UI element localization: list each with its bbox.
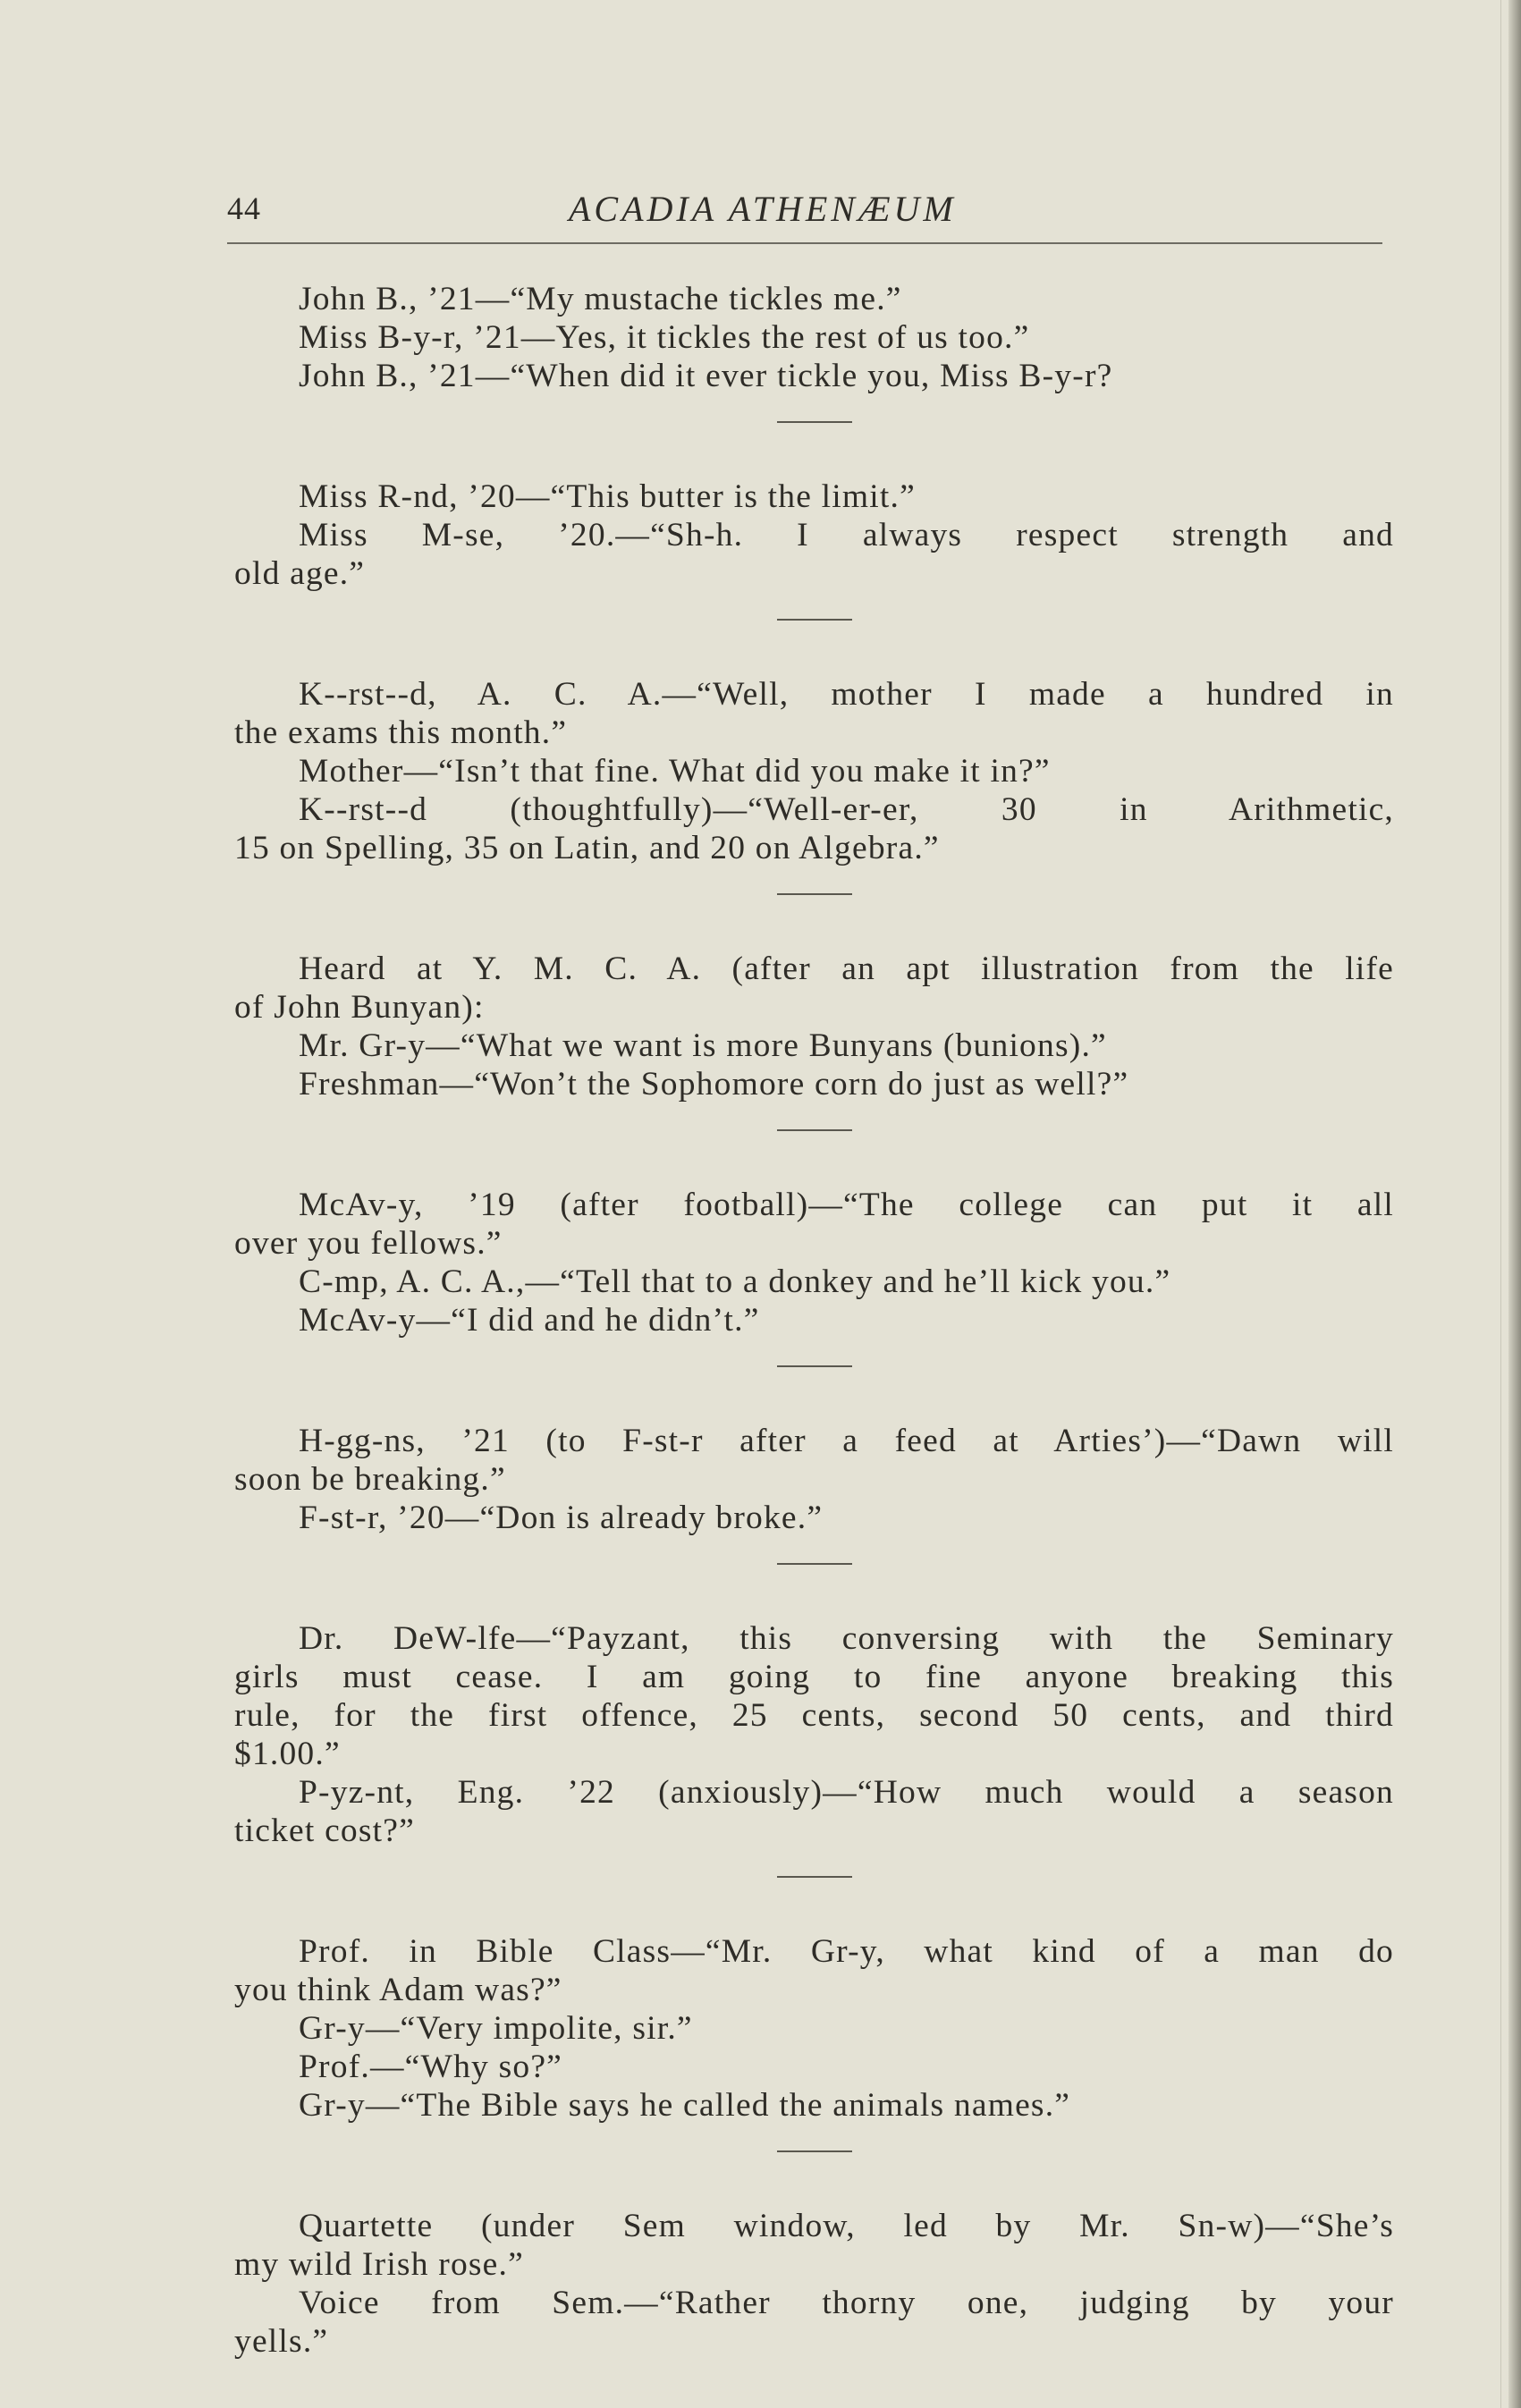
section-separator: [777, 1876, 852, 1878]
text-line: F-st-r, ’20—“Don is already broke.”: [299, 1500, 824, 1536]
text-line: Voice from Sem.—“Rather thorny one, judging by your: [299, 2285, 1394, 2321]
anecdote-adam: [234, 1932, 1394, 2125]
anecdote-bunyan: [234, 950, 1394, 1103]
text-line: Heard at Y. M. C. A. (after an apt illustration from the life: [299, 951, 1394, 987]
text-line: Mother—“Isn’t that fine. What did you make it in?”: [299, 753, 1051, 790]
section-separator: [777, 421, 852, 423]
text-line: girls must cease. I am going to fine anyone breaking this: [234, 1659, 1394, 1695]
text-line: soon be breaking.”: [234, 1461, 506, 1498]
text-line: Miss R-nd, ’20—“This butter is the limit.”: [299, 478, 916, 515]
section-separator: [777, 1365, 852, 1367]
running-head: [224, 186, 1386, 240]
text-line: you think Adam was?”: [234, 1972, 562, 2008]
text-line: C-mp, A. C. A.,—“Tell that to a donkey and he’ll kick you.”: [299, 1263, 1171, 1300]
section-separator: [777, 619, 852, 621]
text-line: 15 on Spelling, 35 on Latin, and 20 on Algebra.”: [234, 830, 940, 866]
anecdote-butter: [234, 477, 1394, 593]
section-separator: [777, 1563, 852, 1565]
text-line: $1.00.”: [234, 1736, 341, 1772]
text-line: yells.”: [234, 2323, 329, 2360]
anecdote-dawn: [234, 1422, 1394, 1537]
anecdote-seminary: [234, 1619, 1394, 1850]
text-line: McAv-y, ’19 (after football)—“The college can put it all: [299, 1187, 1394, 1223]
text-line: Miss B-y-r, ’21—Yes, it tickles the rest of us too.”: [299, 319, 1030, 356]
text-line: K--rst--d (thoughtfully)—“Well-er-er, 30 in Arithmetic,: [299, 791, 1394, 828]
anecdote-football: [234, 1186, 1394, 1339]
text-line: John B., ’21—“When did it ever tickle you, Miss B-y-r?: [299, 358, 1113, 394]
text-line: of John Bunyan):: [234, 989, 485, 1026]
text-line: ticket cost?”: [234, 1812, 415, 1849]
text-line: Dr. DeW-lfe—“Payzant, this conversing with the Seminary: [299, 1620, 1394, 1657]
text-line: Mr. Gr-y—“What we want is more Bunyans (bunions).”: [299, 1027, 1107, 1064]
text-line: Gr-y—“Very impolite, sir.”: [299, 2010, 693, 2047]
text-line: old age.”: [234, 555, 366, 592]
text-line: John B., ’21—“My mustache tickles me.”: [299, 281, 902, 317]
anecdote-mustache: [234, 280, 1394, 395]
text-line: Prof. in Bible Class—“Mr. Gr-y, what kind of a man do: [299, 1933, 1394, 1970]
section-separator: [777, 2150, 852, 2152]
anecdote-exams: [234, 675, 1394, 867]
text-line: H-gg-ns, ’21 (to F-st-r after a feed at Arties’)—“Dawn will: [299, 1423, 1394, 1459]
text-line: Prof.—“Why so?”: [299, 2049, 563, 2085]
header-rule: [227, 242, 1382, 244]
journal-title: ACADIA ATHENÆUM: [569, 189, 957, 229]
text-line: Gr-y—“The Bible says he called the animals names.”: [299, 2087, 1071, 2124]
section-separator: [777, 893, 852, 895]
page-body: [234, 280, 1394, 2361]
text-line: Quartette (under Sem window, led by Mr. Sn-w)—“She’s: [299, 2208, 1394, 2244]
text-line: McAv-y—“I did and he didn’t.”: [299, 1302, 760, 1339]
text-line: K--rst--d, A. C. A.—“Well, mother I made a hundred in: [299, 676, 1394, 713]
page-edge-shadow: [1508, 0, 1521, 2408]
text-line: my wild Irish rose.”: [234, 2246, 524, 2283]
text-line: Freshman—“Won’t the Sophomore corn do just as well?”: [299, 1066, 1129, 1103]
text-line: over you fellows.”: [234, 1225, 503, 1262]
page-number: 44: [227, 190, 261, 226]
text-line: P-yz-nt, Eng. ’22 (anxiously)—“How much would a season: [299, 1774, 1394, 1811]
page-edge-line: [1500, 0, 1501, 2408]
anecdote-irish-rose: [234, 2207, 1394, 2361]
text-line: the exams this month.”: [234, 714, 568, 751]
text-line: Miss M-se, ’20.—“Sh-h. I always respect strength and: [299, 517, 1394, 553]
text-line: rule, for the first offence, 25 cents, second 50 cents, and third: [234, 1697, 1394, 1734]
section-separator: [777, 1129, 852, 1131]
